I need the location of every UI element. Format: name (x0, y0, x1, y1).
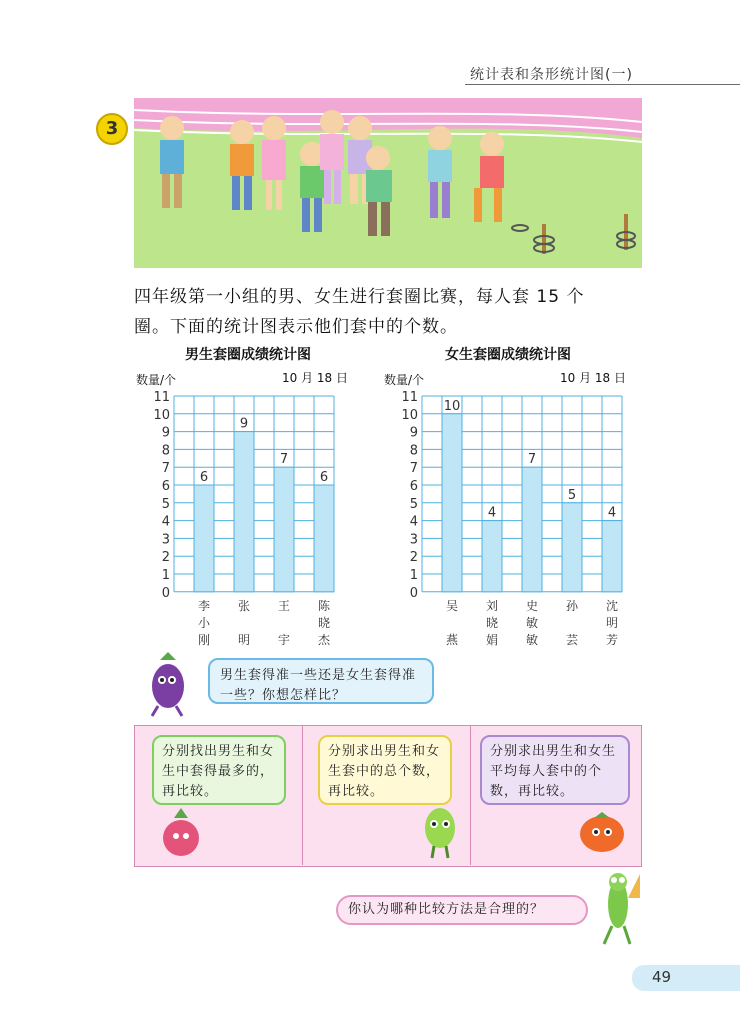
tomato-character (572, 806, 634, 860)
method-3-bubble: 分别求出男生和女生平均每人套中的个数，再比较。 (480, 735, 630, 805)
category-label: 芳 (605, 632, 619, 647)
y-tick-label: 1 (409, 568, 418, 583)
category-label: 敏 (525, 632, 539, 647)
category-label: 史 (525, 598, 539, 613)
y-tick-label: 4 (409, 514, 418, 530)
y-tick-label: 2 (161, 550, 170, 566)
bar (234, 432, 254, 592)
y-tick-label: 11 (401, 390, 418, 405)
y-tick-label: 8 (161, 443, 170, 459)
category-label: 孙 (565, 598, 579, 613)
girls-chart-title: 女生套圈成绩统计图 (445, 347, 571, 363)
bar (522, 467, 542, 592)
boys-chart-date: 10 月 18 日 (282, 371, 348, 385)
category-label: 娟 (485, 632, 499, 647)
category-label: 刘 (485, 598, 499, 613)
intro-line-2: 圈。下面的统计图表示他们套中的个数。 (134, 317, 458, 337)
girls-bar-chart (388, 388, 650, 648)
category-label: 晓 (485, 615, 499, 630)
bar-value-label: 5 (567, 487, 577, 503)
y-tick-label: 0 (161, 585, 170, 601)
bar (602, 521, 622, 592)
grasshopper-character (592, 868, 644, 948)
bar (194, 485, 214, 592)
bar-value-label: 7 (279, 452, 289, 468)
y-tick-label: 0 (409, 585, 418, 601)
category-label: 吴 (445, 598, 459, 613)
y-tick-label: 10 (401, 407, 418, 423)
panel-divider (470, 725, 471, 865)
boys-chart-title: 男生套圈成绩统计图 (185, 347, 311, 363)
category-label: 李 (197, 598, 211, 613)
y-tick-label: 5 (409, 496, 418, 512)
y-tick-label: 9 (409, 425, 418, 441)
section-title: 统计表和条形统计图(一) (470, 67, 633, 83)
category-label: 明 (605, 615, 619, 630)
y-tick-label: 5 (161, 496, 170, 512)
category-label: 张 (237, 598, 251, 613)
category-label: 小 (197, 615, 211, 630)
girls-chart-date: 10 月 18 日 (560, 371, 626, 385)
y-tick-label: 10 (153, 407, 170, 423)
bar-value-label: 6 (199, 470, 209, 485)
category-label: 燕 (445, 632, 459, 647)
boys-y-unit: 数量/个 (136, 373, 177, 387)
page-number: 49 (652, 968, 672, 986)
y-tick-label: 7 (161, 461, 170, 477)
bar (562, 503, 582, 592)
category-label: 芸 (565, 632, 579, 647)
category-label: 晓 (317, 615, 331, 630)
category-label: 沈 (605, 598, 619, 613)
y-tick-label: 7 (409, 461, 418, 477)
category-label: 明 (237, 632, 251, 647)
boys-bar-chart (140, 388, 370, 648)
question-bubble: 男生套得准一些还是女生套得准一些？你想怎样比？ (208, 658, 434, 704)
y-tick-label: 6 (409, 479, 418, 494)
bar-value-label: 7 (527, 452, 537, 468)
method-1-bubble: 分别找出男生和女生中套得最多的，再比较。 (152, 735, 286, 805)
radish-character (156, 806, 206, 861)
problem-number-badge: 3 (96, 113, 128, 145)
y-tick-label: 4 (161, 514, 170, 530)
bar-value-label: 9 (239, 416, 249, 432)
method-2-bubble: 分别求出男生和女生套中的总个数，再比较。 (318, 735, 452, 805)
bar-value-label: 6 (319, 470, 329, 485)
eggplant-character (136, 648, 196, 718)
bar (274, 467, 294, 592)
y-tick-label: 3 (161, 532, 170, 548)
intro-line-1: 四年级第一小组的男、女生进行套圈比赛，每人套 15 个 (134, 287, 585, 307)
category-label: 王 (277, 598, 291, 613)
bar-value-label: 4 (487, 505, 497, 521)
y-tick-label: 8 (409, 443, 418, 459)
y-tick-label: 11 (153, 390, 170, 405)
category-label: 杰 (317, 632, 331, 647)
y-tick-label: 3 (409, 532, 418, 548)
category-label: 陈 (317, 598, 331, 613)
girls-y-unit: 数量/个 (384, 373, 425, 387)
panel-divider (302, 725, 303, 865)
category-label: 刚 (197, 632, 211, 647)
bean-character (418, 800, 463, 862)
header-rule (465, 84, 740, 85)
bar (314, 485, 334, 592)
category-label: 敏 (525, 615, 539, 630)
y-tick-label: 2 (409, 550, 418, 566)
bar (442, 414, 462, 592)
ring-toss-illustration (134, 98, 642, 268)
final-question-bubble: 你认为哪种比较方法是合理的？ (336, 895, 588, 925)
y-tick-label: 1 (161, 568, 170, 583)
bar-value-label: 4 (607, 505, 617, 521)
bar-value-label: 10 (443, 398, 461, 414)
y-tick-label: 6 (161, 479, 170, 494)
y-tick-label: 9 (161, 425, 170, 441)
page-number-tab (632, 965, 740, 991)
category-label: 宇 (277, 632, 291, 647)
bar (482, 521, 502, 592)
